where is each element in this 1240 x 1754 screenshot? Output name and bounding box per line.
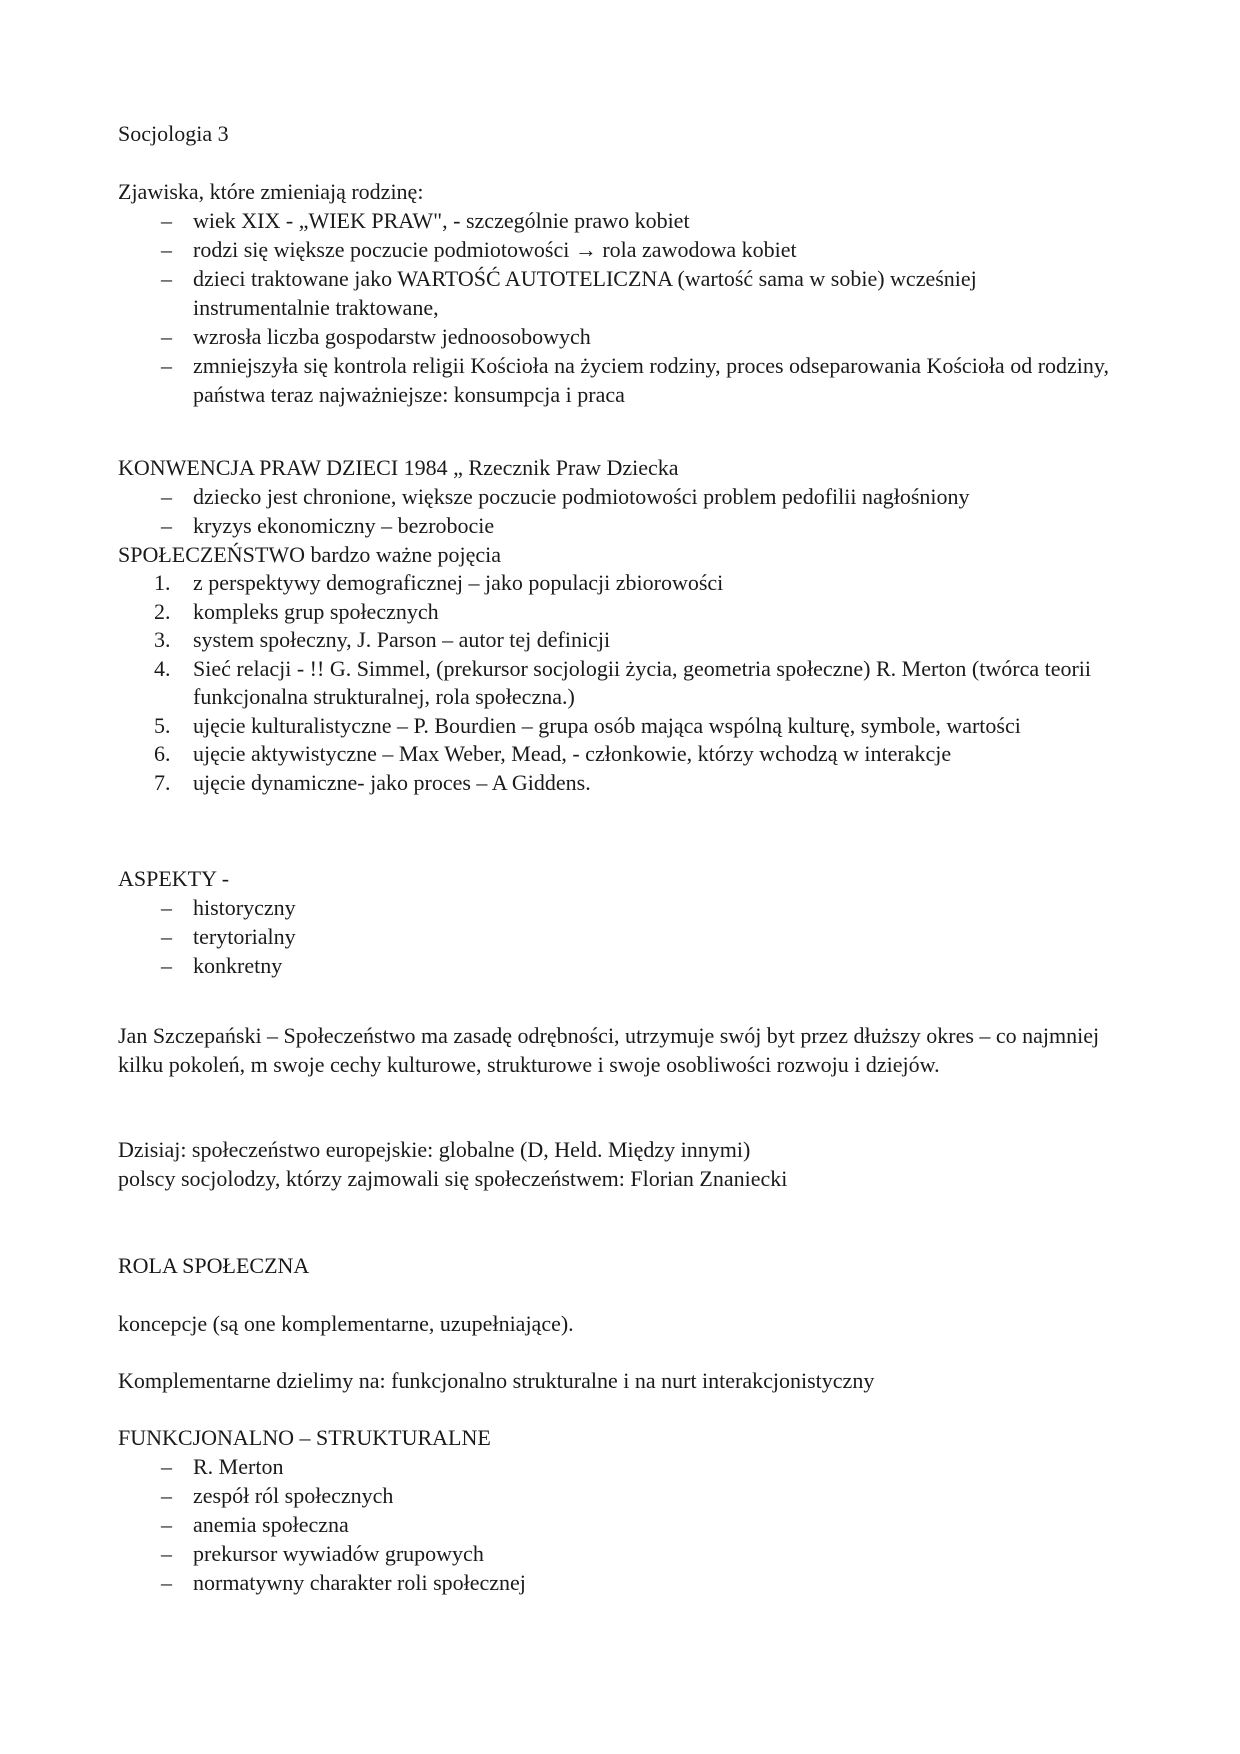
list-text: kompleks grup społecznych xyxy=(193,598,439,624)
section-aspekty xyxy=(118,864,1118,980)
list-item xyxy=(118,655,1118,712)
bullet-list xyxy=(118,482,1118,540)
bullet-list xyxy=(118,1452,1118,1597)
document-title: Socjologia 3 xyxy=(118,121,229,146)
section-spoleczenstwo xyxy=(118,540,1118,797)
list-item: – prekursor wywiadów grupowych xyxy=(118,1539,1118,1568)
list-item xyxy=(118,769,1118,798)
list-number: 3. xyxy=(154,627,171,652)
list-item: – terytorialny xyxy=(118,922,1118,951)
section-funkcjonalno-strukturalne xyxy=(118,1423,1118,1597)
list-item: – dzieci traktowane jako WARTOŚĆ AUTOTELICZNA (wartość sama w sobie) wcześniej instrumentalnie traktowane, xyxy=(118,264,1118,322)
list-item: – normatywny charakter roli społecznej xyxy=(118,1568,1118,1597)
list-item xyxy=(118,598,1118,627)
list-item: – dziecko jest chronione, większe poczucie podmiotowości problem pedofilii nagłośniony xyxy=(118,482,1118,511)
list-item: – wiek XIX - „WIEK PRAW", - szczególnie prawo kobiet xyxy=(118,206,1118,235)
list-item: – zmniejszyła się kontrola religii Kościoła na życiem rodziny, proces odseparowania Kościoła od rodziny, państwa teraz najważniejsze: konsumpcja i praca xyxy=(118,351,1118,409)
bullet-list xyxy=(118,893,1118,980)
list-item: – anemia społeczna xyxy=(118,1510,1118,1539)
list-text: system społeczny, J. Parson – autor tej definicji xyxy=(193,627,611,652)
list-number: 7. xyxy=(154,769,171,795)
list-text: ujęcie aktywistyczne – Max Weber, Mead, - członkowie, którzy wchodzą w interakcje xyxy=(193,741,952,766)
list-item xyxy=(118,626,1118,655)
paragraph-polscy-socjolodzy: polscy socjolodzy, którzy zajmowali się społeczeństwem: Florian Znaniecki xyxy=(118,1166,788,1191)
list-item xyxy=(118,712,1118,741)
list-item: – zespół ról społecznych xyxy=(118,1481,1118,1510)
list-number: 4. xyxy=(154,655,171,681)
section-heading: SPOŁECZEŃSTWO bardzo ważne pojęcia xyxy=(118,542,502,567)
paragraph-dzisiaj: Dzisiaj: społeczeństwo europejskie: globalne (D, Held. Między innymi) xyxy=(118,1137,751,1162)
list-item: – wzrosła liczba gospodarstw jednoosobowych xyxy=(118,322,1118,351)
list-text: ujęcie kulturalistyczne – P. Bourdien – grupa osób mająca wspólną kulturę, symbole, wartości xyxy=(193,712,1021,738)
list-item: – historyczny xyxy=(118,893,1118,922)
list-item: – kryzys ekonomiczny – bezrobocie xyxy=(118,511,1118,540)
section-heading: ASPEKTY - xyxy=(118,866,230,891)
list-number: 6. xyxy=(154,741,171,766)
list-text: z perspektywy demograficznej – jako populacji zbiorowości xyxy=(193,570,724,595)
list-item xyxy=(118,569,1118,598)
numbered-list xyxy=(118,569,1118,797)
list-item xyxy=(118,740,1118,769)
section-zjawiska xyxy=(118,177,1118,409)
list-item: – rodzi się większe poczucie podmiotowości → rola zawodowa kobiet xyxy=(118,235,1118,264)
list-number: 5. xyxy=(154,712,171,738)
bullet-list xyxy=(118,206,1118,409)
list-item: – R. Merton xyxy=(118,1452,1118,1481)
paragraph-szczepanski: Jan Szczepański – Społeczeństwo ma zasadę odrębności, utrzymuje swój byt przez dłuższy okres – co najmniej kilku pokoleń, m swoje cechy kulturowe, strukturowe i swoje osobliwości rozwoju i dziejów. xyxy=(118,1023,1100,1077)
list-number: 1. xyxy=(154,570,171,595)
paragraph-koncepcje: koncepcje (są one komplementarne, uzupełniające). xyxy=(118,1311,574,1336)
list-text: ujęcie dynamiczne- jako proces – A Giddens. xyxy=(193,769,591,795)
section-heading: FUNKCJONALNO – STRUKTURALNE xyxy=(118,1425,491,1450)
paragraph-komplementarne: Komplementarne dzielimy na: funkcjonalno strukturalne i na nurt interakcjonistyczny xyxy=(118,1368,875,1393)
heading-rola-spoleczna: ROLA SPOŁECZNA xyxy=(118,1253,310,1278)
section-konwencja xyxy=(118,453,1118,540)
section-heading: Zjawiska, które zmieniają rodzinę: xyxy=(118,179,424,204)
list-item: – konkretny xyxy=(118,951,1118,980)
list-text: Sieć relacji - !! G. Simmel, (prekursor socjologii życia, geometria społeczne) R. Merton (twórca teorii funkcjonalna strukturalnej, rola społeczna.) xyxy=(193,655,1092,709)
section-heading: KONWENCJA PRAW DZIECI 1984 „ Rzecznik Praw Dziecka xyxy=(118,455,679,480)
list-number: 2. xyxy=(154,598,171,624)
